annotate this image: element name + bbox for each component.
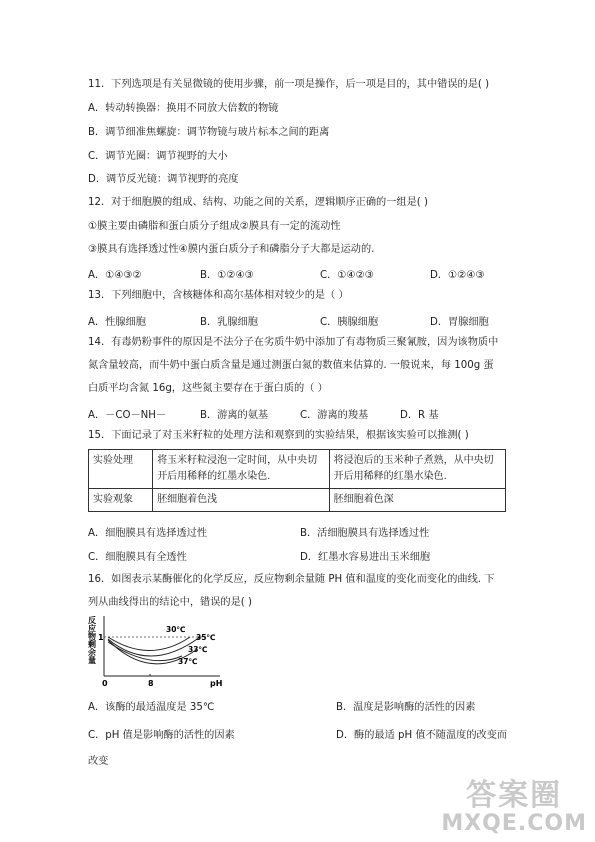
q11-option-b: B．调节细准焦螺旋：调节物镜与玻片标本之间的距离 — [88, 127, 330, 138]
table-row — [89, 489, 506, 512]
q13-option-c: C．胰腺细胞 — [320, 317, 379, 328]
watermark-logo-text: 答案圈 — [466, 778, 563, 813]
watermark-logo-url: MXQE.COM — [441, 811, 587, 836]
q15-stem: 15．下面记录了对玉米籽粒的处理方法和观察到的实验结果，根据该实验可以推测( ) — [88, 430, 469, 441]
table-cell-observation-2: 胚细胞着色深 — [329, 489, 505, 512]
q14-stem-line-1: 14．有毒奶粉事件的原因是不法分子在劣质牛奶中添加了有毒物质三聚氰胺，因为该物质中 — [88, 337, 499, 348]
q12-statement-1: ①膜主要由磷脂和蛋白质分子组成②膜具有一定的流动性 — [88, 221, 341, 232]
q15-option-a: A．细胞膜具有选择透过性 — [88, 528, 208, 539]
q13-stem: 13．下列细胞中，含核糖体和高尔基体相对较少的是（ ） — [88, 290, 349, 301]
enzyme-activity-figure — [86, 612, 226, 690]
q13-option-a: A．性腺细胞 — [88, 317, 146, 328]
q12-option-a: A．①④③② — [88, 270, 142, 281]
q12-option-b: B．①②④③ — [200, 270, 254, 281]
q14-option-b: B．游离的氨基 — [200, 410, 269, 421]
q11-option-d: D．调节反光镜：调节视野的亮度 — [88, 174, 239, 185]
q16-option-c: C．pH 值是影响酶的活性的因素 — [88, 730, 235, 741]
q16-option-a: A．该酶的最适温度是 35℃ — [88, 702, 215, 713]
figure-x-origin: 0 — [102, 679, 108, 688]
q16-option-d-continued: 改变 — [88, 756, 109, 767]
q13-option-d: D．胃腺细胞 — [430, 317, 489, 328]
q12-stem: 12．对于细胞膜的组成、结构、功能之间的关系，逻辑顺序正确的一组是( ) — [88, 197, 428, 208]
figure-y-tick: 1 — [98, 633, 104, 642]
curve-label-35c: 35℃ — [196, 633, 216, 642]
q12-option-d: D．①②④③ — [430, 270, 485, 281]
q16-option-d: D．酶的最适 pH 值不随温度的改变而 — [336, 730, 508, 741]
curve-label-37c: 37℃ — [178, 657, 198, 666]
table-cell-treatment-header: 实验处理 — [89, 450, 153, 489]
figure-ylabel: 反应物剩余量 — [87, 616, 97, 664]
q11-stem: 11．下列选项是有关显微镜的使用步骤，前一项是操作，后一项是目的，其中错误的是( ) — [88, 79, 490, 90]
q14-option-d: D．R 基 — [400, 410, 439, 421]
table-cell-treatment-1: 将玉米籽粒浸泡一定时间，从中央切开后用稀释的红墨水染色. — [153, 450, 329, 489]
q15-option-d: D．红墨水容易进出玉米细胞 — [300, 552, 431, 563]
q13-option-b: B．乳腺细胞 — [200, 317, 258, 328]
curve-37c — [108, 642, 182, 661]
q14-stem-line-3: 白质平均含氮 16g，这些氮主要存在于蛋白质的（ ） — [88, 383, 328, 394]
curve-label-30c: 30℃ — [166, 625, 186, 634]
q14-option-a: A．－CO－NH－ — [88, 410, 167, 421]
q15-option-b: B．活细胞膜具有选择透过性 — [300, 528, 430, 539]
q15-option-c: C．细胞膜具有全透性 — [88, 552, 187, 563]
q16-option-b: B．温度是影响酶的活性的因素 — [336, 702, 476, 713]
q16-stem-line-2: 列从曲线得出的结论中，错误的是( ) — [88, 597, 252, 608]
table-cell-treatment-2: 将浸泡后的玉米种子煮熟，从中央切开后用稀释的红墨水染色. — [329, 450, 505, 489]
table-row — [89, 450, 506, 489]
q12-statement-2: ③膜具有选择透过性④膜内蛋白质分子和磷脂分子大都是运动的. — [88, 244, 375, 255]
q16-stem-line-1: 16．如图表示某酶催化的化学反应，反应物剩余量随 PH 值和温度的变化而变化的曲线. 下 — [88, 574, 495, 585]
curve-30c — [108, 637, 190, 651]
watermark-logo — [441, 780, 587, 836]
table-cell-observation-header: 实验观象 — [89, 489, 153, 512]
figure-xlabel: pH — [210, 679, 223, 688]
figure-x-tick: 8 — [148, 679, 154, 688]
experiment-table — [88, 449, 506, 512]
table-cell-observation-1: 胚细胞着色浅 — [153, 489, 329, 512]
q11-option-c: C．调节光圈：调节视野的大小 — [88, 151, 228, 162]
q14-option-c: C．游离的羧基 — [300, 410, 369, 421]
q11-option-a: A．转动转换器：换用不同放大倍数的物镜 — [88, 103, 279, 114]
curve-label-33c: 33℃ — [188, 645, 208, 654]
q12-option-c: C．①④②③ — [320, 270, 374, 281]
q14-stem-line-2: 氮含量较高，而牛奶中蛋白质含量是通过测蛋白氮的数值来估算的. 一般说来，每 100g 蛋 — [88, 360, 494, 371]
